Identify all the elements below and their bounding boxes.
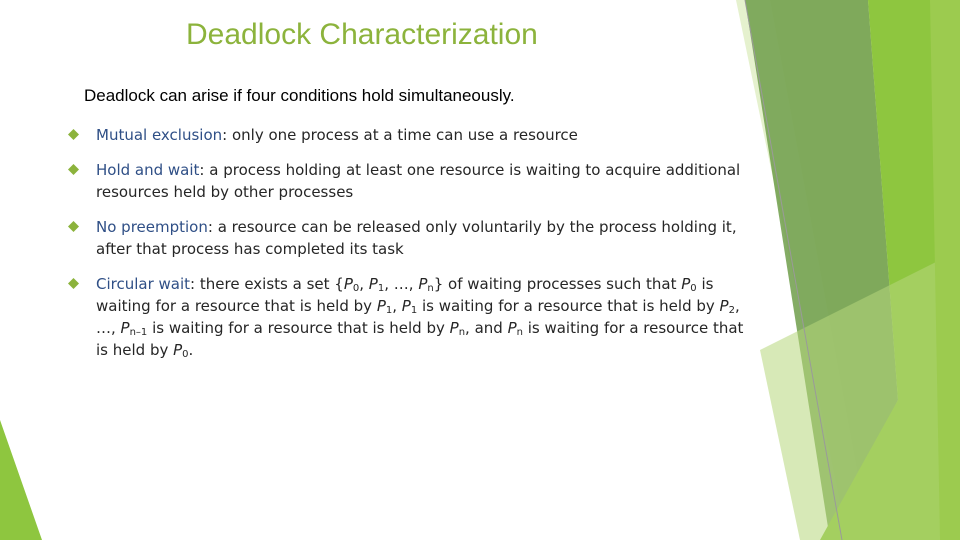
circular-text: is waiting for a resource that is held by [147, 319, 450, 337]
process-symbol: P [507, 319, 517, 337]
condition-colon: : [190, 275, 196, 293]
circular-text: , and [465, 319, 508, 337]
diamond-bullet-icon [68, 221, 79, 232]
condition-term: Circular wait [96, 275, 191, 293]
decor-left-bottom-triangle [0, 420, 42, 540]
circular-text: . [188, 341, 194, 359]
process-subscript: 1 [385, 305, 393, 316]
condition-colon: : [222, 126, 228, 144]
condition-list [68, 124, 748, 374]
condition-text: only one process at a time can use a resource [227, 126, 578, 144]
circular-text: …, [393, 275, 419, 293]
condition-colon: : [207, 218, 213, 236]
process-symbol: P [719, 297, 729, 315]
circular-text: , [359, 275, 369, 293]
process-symbol: P [401, 297, 411, 315]
process-subscript: 1 [410, 305, 418, 316]
process-symbol: P [418, 275, 428, 293]
process-subscript: 0 [182, 349, 189, 360]
circular-text: } of waiting processes such that [433, 275, 682, 293]
circular-text: is waiting for a resource that is held by [417, 297, 720, 315]
condition-term: No preemption [96, 218, 208, 236]
process-symbol: P [376, 297, 386, 315]
condition-text: a resource can be released only voluntarily by the process holding it, after that process has completed its task [96, 218, 737, 258]
circular-text: is waiting for a resource that is held by [96, 275, 714, 315]
circular-text: , [384, 275, 394, 293]
slide-title: Deadlock Characterization [186, 18, 538, 51]
process-subscript: 0 [690, 283, 697, 294]
condition-term: Hold and wait [96, 161, 200, 179]
process-symbol: P [368, 275, 378, 293]
condition-item-no-preemption [68, 216, 748, 260]
process-symbol: P [449, 319, 459, 337]
process-subscript: n–1 [129, 327, 148, 338]
process-subscript: 0 [352, 283, 360, 294]
process-subscript: 1 [377, 283, 385, 294]
circular-text: , …, [96, 297, 740, 337]
process-symbol: P [343, 275, 353, 293]
condition-colon: : [199, 161, 205, 179]
condition-item-hold-and-wait [68, 159, 748, 203]
diamond-bullet-icon [68, 129, 79, 140]
diamond-bullet-icon [68, 164, 79, 175]
process-subscript: n [458, 327, 466, 338]
slide-subtitle: Deadlock can arise if four conditions hold simultaneously. [84, 86, 515, 105]
condition-item-mutual-exclusion [68, 124, 748, 146]
process-symbol: P [173, 341, 183, 359]
condition-item-circular-wait [68, 273, 748, 361]
condition-term: Mutual exclusion [96, 126, 223, 144]
circular-text: there exists a set { [195, 275, 344, 293]
process-symbol: P [120, 319, 130, 337]
circular-text: is waiting for a resource that is held by [96, 319, 744, 359]
condition-text: a process holding at least one resource is waiting to acquire additional resources held by other processes [96, 161, 741, 201]
diamond-bullet-icon [68, 278, 79, 289]
process-subscript: n [427, 283, 434, 294]
process-subscript: n [516, 327, 523, 338]
circular-text: , [392, 297, 402, 315]
process-symbol: P [681, 275, 691, 293]
process-subscript: 2 [728, 305, 735, 316]
